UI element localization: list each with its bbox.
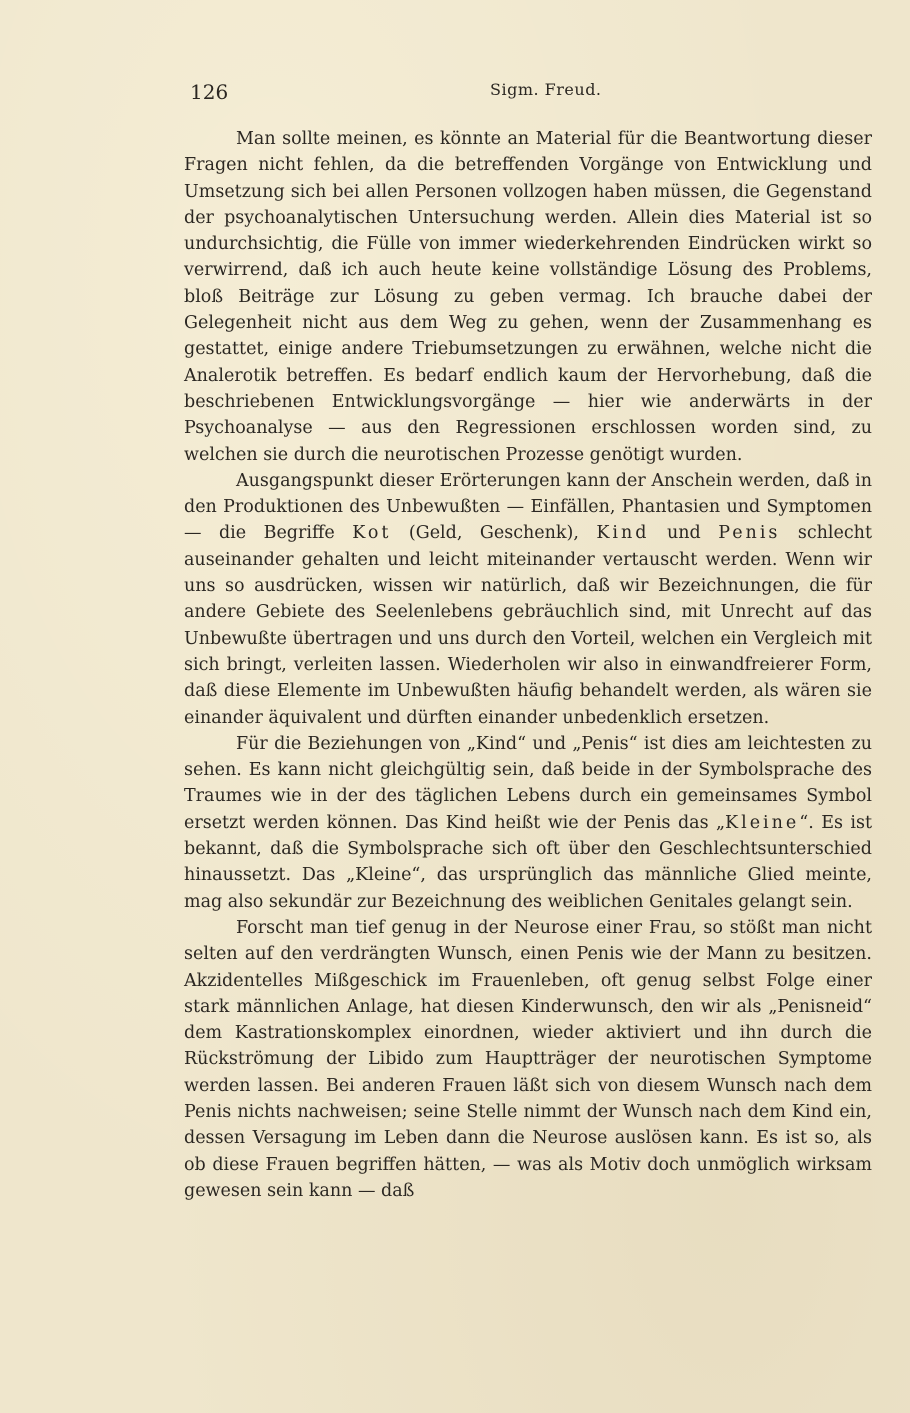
body-text	[184, 126, 872, 1204]
paragraph-2-text-c: und	[649, 523, 719, 544]
term-kind: Kind	[596, 523, 650, 544]
paragraph-2-text-d: schlecht auseinander gehalten und leicht miteinander vertauscht werden. Wenn wir uns so ausdrücken, wissen wir natürlich, daß wir Bezeichnungen, die für andere Gebiete des Seelenlebens gebräuchlich sind, mit Unrecht auf das Unbewußte übertragen und uns durch den Vorteil, welchen ein Vergleich mit sich bringt, verleiten lassen. Wiederholen wir also in einwandfreierer Form, daß diese Elemente im Unbewußten häufig behandelt werden, als wären sie einander äquivalent und dürften einander unbedenklich ersetzen.	[184, 523, 872, 728]
paragraph-2-text-a: Ausgangspunkt dieser Erörterungen kann der Anschein werden, daß in den Produktionen des Unbewußten — Einfällen, Phantasien und Symptomen — die Begriffe	[184, 470, 872, 544]
paragraph-4	[184, 915, 872, 1204]
paragraph-3	[184, 731, 872, 915]
page-number: 126	[190, 80, 229, 104]
paragraph-2	[184, 468, 872, 731]
paragraph-4-text: Forscht man tief genug in der Neurose einer Frau, so stößt man nicht selten auf den verdrängten Wunsch, einen Penis wie der Mann zu besitzen. Akzidentelles Mißgeschick im Frauenleben, oft genug selbst Folge einer stark männlichen Anlage, hat diesen Kinderwunsch, den wir als „Penisneid“ dem Kastrationskomplex einordnen, wieder aktiviert und ihn durch die Rückströmung der Libido zum Hauptträger der neurotischen Symptome werden lassen. Bei anderen Frauen läßt sich von diesem Wunsch nach dem Penis nichts nachweisen; seine Stelle nimmt der Wunsch nach dem Kind ein, dessen Versagung im Leben dann die Neurose auslösen kann. Es ist so, als ob diese Frauen begriffen hätten, — was als Motiv doch unmöglich wirksam gewesen sein kann — daß	[184, 917, 872, 1201]
paragraph-3-text-a: Für die Beziehungen von „Kind“ und „Penis“ ist dies am leichtesten zu sehen. Es kann nicht gleichgültig sein, daß beide in der Symbolsprache des Traumes wie in der des täglichen Lebens durch ein gemeinsames Symbol ersetzt werden können. Das Kind heißt wie der Penis das „	[184, 733, 872, 833]
term-kot: Kot	[352, 523, 392, 544]
page-header	[190, 80, 870, 110]
running-head: Sigm. Freud.	[490, 80, 602, 99]
paragraph-1-text: Man sollte meinen, es könnte an Material für die Beantwortung dieser Fragen nicht fehlen, da die betreffenden Vorgänge von Entwicklung und Umsetzung sich bei allen Personen vollzogen haben müssen, die Gegenstand der psychoanalytischen Untersuchung werden. Allein dies Material ist so undurchsichtig, die Fülle von immer wiederkehrenden Eindrücken wirkt so verwirrend, daß ich auch heute keine vollständige Lösung des Problems, bloß Beiträge zur Lösung zu geben vermag. Ich brauche dabei der Gelegenheit nicht aus dem Weg zu gehen, wenn der Zusammenhang es gestattet, einige andere Triebumsetzungen zu erwähnen, welche nicht die Analerotik betreffen. Es bedarf endlich kaum der Hervorhebung, daß die beschriebenen Entwicklungsvorgänge — hier wie anderwärts in der Psychoanalyse — aus den Regressionen erschlossen worden sind, zu welchen sie durch die neurotischen Prozesse genötigt wurden.	[184, 129, 872, 465]
paragraph-3-text-b: “. Es ist bekannt, daß die Symbolsprache sich oft über den Geschlechtsunterschied hinaussetzt. Das „Kleine“, das ursprünglich das männliche Glied meinte, mag also sekundär zur Bezeichnung des weiblichen Genitales gelangt sein.	[184, 812, 872, 912]
term-kleine: Kleine	[725, 812, 800, 833]
term-penis: Penis	[718, 523, 781, 544]
paragraph-2-text-b: (Geld, Geschenk),	[391, 523, 597, 544]
paragraph-1	[184, 126, 872, 468]
